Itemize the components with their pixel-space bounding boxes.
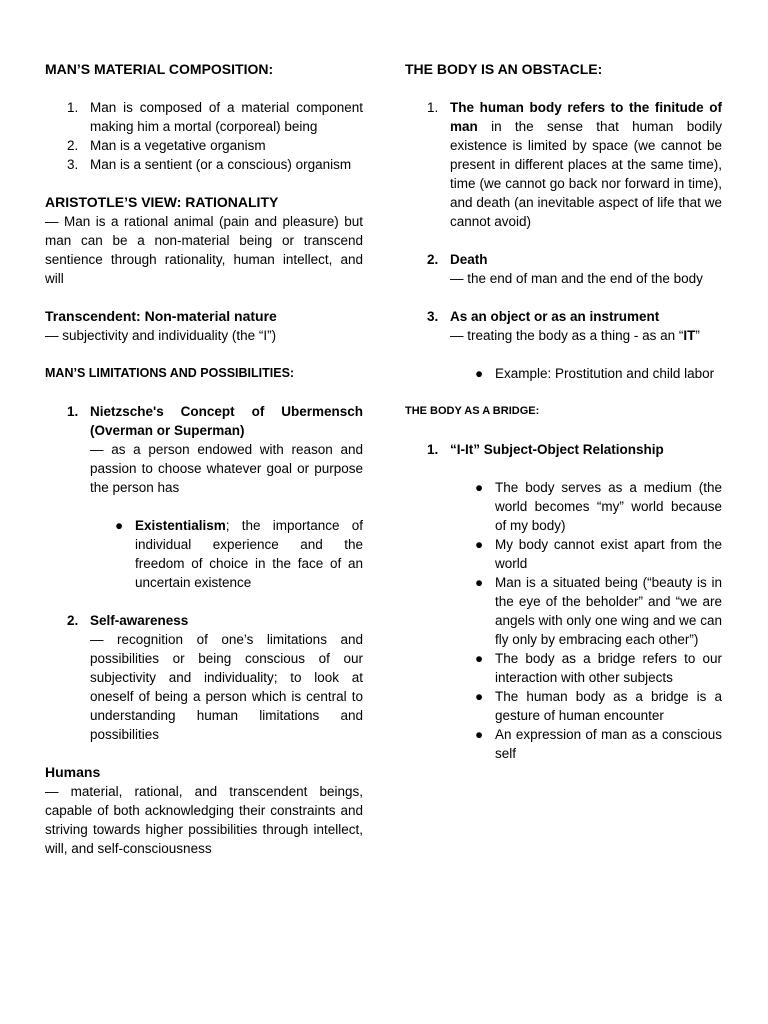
object-title: As an object or as an instrument bbox=[450, 309, 660, 324]
bullet-icon: ● bbox=[475, 689, 484, 704]
death-text: — the end of man and the end of the body bbox=[450, 271, 703, 286]
bullet-icon: ● bbox=[475, 575, 484, 590]
list-item: ● The body as a bridge refers to our interaction with other subjects bbox=[475, 651, 722, 685]
self-awareness-text: — recognition of one’s limitations and possibilities or being conscious of our subjectivity and individuality; to look at oneself of being a person which is central to understanding human limitations and possibilities bbox=[90, 632, 363, 742]
limitations-list-2 bbox=[45, 611, 363, 744]
left-column bbox=[45, 60, 363, 858]
list-item: ● The body serves as a medium (the world becomes “my” world because of my body) bbox=[475, 480, 722, 533]
limitations-list bbox=[45, 402, 363, 497]
section-heading-bridge: THE BODY AS A BRIDGE: bbox=[405, 405, 540, 417]
existentialism-list bbox=[45, 516, 363, 592]
list-item: 2. Man is a vegetative organism bbox=[67, 138, 266, 153]
section-heading-composition: MAN’S MATERIAL COMPOSITION: bbox=[45, 61, 274, 77]
obstacle-list-3 bbox=[405, 307, 722, 345]
death-title: Death bbox=[450, 252, 488, 267]
bridge-bullets bbox=[405, 478, 722, 763]
list-item: 1. “I-It” Subject-Object Relationship bbox=[427, 442, 664, 457]
list-item: ● Existentialism; the importance of individual experience and the freedom of choice in the face of an uncertain existence bbox=[115, 518, 363, 590]
bullet-icon: ● bbox=[115, 518, 124, 533]
object-text: — treating the body as a thing - as an “IT” bbox=[450, 328, 700, 343]
list-item: ● An expression of man as a conscious self bbox=[475, 727, 722, 761]
list-item: ● Example: Prostitution and child labor bbox=[475, 366, 715, 381]
right-column bbox=[405, 60, 722, 763]
list-item: 2. Self-awareness — recognition of one’s limitations and possibilities or being conscious of our subjectivity and individuality; to look at oneself of being a person which is central to understanding human limitations and possibilities bbox=[67, 613, 363, 742]
bullet-icon: ● bbox=[475, 727, 484, 742]
section-heading-limitations: MAN’S LIMITATIONS AND POSSIBILITIES: bbox=[45, 366, 295, 380]
self-awareness-title: Self-awareness bbox=[90, 613, 189, 628]
bullet-icon: ● bbox=[475, 537, 484, 552]
composition-list bbox=[45, 98, 363, 174]
nietzsche-text: — as a person endowed with reason and passion to choose whatever goal or purpose the person has bbox=[90, 442, 363, 495]
transcendent-text: — subjectivity and individuality (the “I”) bbox=[45, 328, 277, 343]
bullet-icon: ● bbox=[475, 480, 484, 495]
section-heading-transcendent: Transcendent: Non-material nature bbox=[45, 308, 277, 324]
list-item: 1. Nietzsche's Concept of Ubermensch (Overman or Superman) — as a person endowed with reason and passion to choose whatever goal or purpose the person has bbox=[67, 404, 363, 495]
obstacle-list bbox=[405, 98, 722, 231]
list-item: ● The human body as a bridge is a gesture of human encounter bbox=[475, 689, 722, 723]
bullet-icon: ● bbox=[475, 651, 484, 666]
section-heading-humans: Humans bbox=[45, 764, 101, 780]
section-heading-obstacle: THE BODY IS AN OBSTACLE: bbox=[405, 61, 603, 77]
section-heading-aristotle: ARISTOTLE’S VIEW: RATIONALITY bbox=[45, 194, 279, 210]
list-item: 1. Man is composed of a material component making him a mortal (corporeal) being bbox=[67, 100, 363, 134]
list-item: 3. Man is a sentient (or a conscious) organism bbox=[67, 157, 352, 172]
list-item: 2. Death — the end of man and the end of the body bbox=[405, 250, 722, 288]
nietzsche-title: Nietzsche's Concept of Ubermensch (Overman or Superman) bbox=[90, 404, 363, 438]
list-item: 1. The human body refers to the finitude of man in the sense that human bodily existence is limited by space (we cannot be present in different places at the same time), time (we cannot go back nor forward in time), and death (an inevitable aspect of life that we cannot avoid) bbox=[427, 100, 722, 229]
list-item: 3. As an object or as an instrument — treating the body as a thing - as an “IT” bbox=[405, 307, 722, 345]
list-item: ● My body cannot exist apart from the world bbox=[475, 537, 722, 571]
bullet-icon: ● bbox=[475, 366, 484, 381]
example-list bbox=[405, 364, 722, 383]
aristotle-text: — Man is a rational animal (pain and pleasure) but man can be a non-material being or transcend sentience through rationality, human intellect, and will bbox=[45, 214, 363, 286]
obstacle-list-2 bbox=[405, 250, 722, 288]
bridge-list bbox=[405, 440, 722, 459]
list-item: ● Man is a situated being (“beauty is in the eye of the beholder” and “we are angels with only one wing and we can fly only by embracing each other”) bbox=[475, 575, 722, 647]
humans-text: — material, rational, and transcendent beings, capable of both acknowledging their constraints and striving towards higher possibilities through intellect, will, and self-consciousness bbox=[45, 784, 363, 856]
